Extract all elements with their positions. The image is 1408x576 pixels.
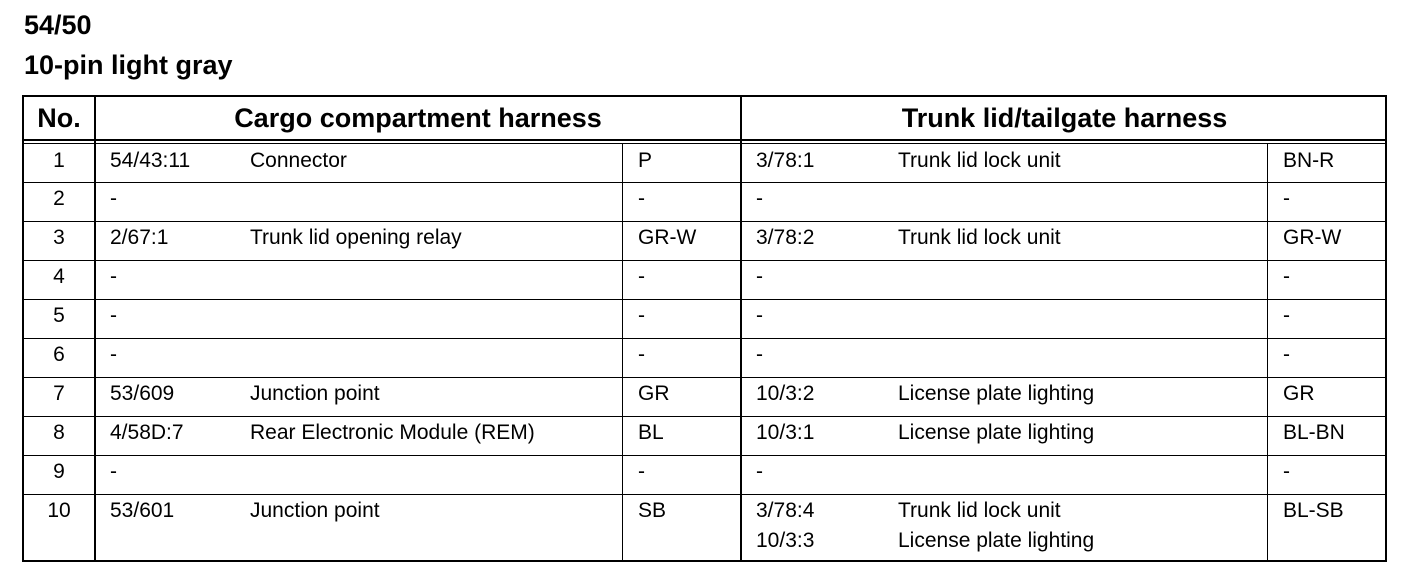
cargo-terminal-code: 2/67:1 — [110, 226, 169, 249]
pin-number: 3 — [53, 226, 65, 249]
trunk-wire-color: BN-R — [1283, 149, 1335, 172]
cargo-terminal-code: 4/58D:7 — [110, 421, 184, 444]
connector-description: 10-pin light gray — [24, 50, 233, 80]
trunk-wire-color: BL-BN — [1283, 421, 1345, 444]
table-row — [24, 144, 1385, 182]
header-cargo-harness: Cargo compartment harness — [234, 103, 602, 133]
row-divider — [24, 299, 1385, 300]
row-divider — [24, 416, 1385, 417]
pin-number: 10 — [47, 499, 71, 522]
cargo-component-name: Trunk lid opening relay — [250, 226, 462, 249]
cargo-component-name: Junction point — [250, 499, 380, 522]
trunk-terminal-code: - — [756, 304, 763, 327]
cargo-wire-color: - — [638, 304, 645, 327]
trunk-wire-color: - — [1283, 265, 1290, 288]
cargo-component-name: Junction point — [250, 382, 380, 405]
header-divider — [24, 139, 1385, 141]
cargo-wire-color: P — [638, 149, 653, 172]
table-row — [24, 338, 1385, 377]
row-divider — [24, 260, 1385, 261]
trunk-terminal-code: 10/3:2 — [756, 382, 815, 405]
trunk-wire-color: - — [1283, 187, 1290, 210]
trunk-component-name: License plate lighting — [898, 421, 1095, 444]
cargo-terminal-code: 54/43:11 — [110, 149, 191, 172]
pinout-table — [22, 95, 1387, 562]
cargo-wire-color: - — [638, 343, 645, 366]
pin-number: 7 — [53, 382, 65, 405]
pin-number: 5 — [53, 304, 65, 327]
header-no: No. — [37, 103, 81, 133]
table-row — [24, 455, 1385, 494]
cargo-component-name: Connector — [250, 149, 347, 172]
row-divider — [24, 221, 1385, 222]
trunk-terminal-code: 10/3:3 — [756, 529, 815, 552]
connector-id: 54/50 — [24, 10, 92, 40]
trunk-terminal-code: 10/3:1 — [756, 421, 815, 444]
trunk-terminal-code: - — [756, 343, 763, 366]
cargo-terminal-code: - — [110, 265, 117, 288]
table-row — [24, 377, 1385, 416]
table-row — [24, 299, 1385, 338]
cargo-terminal-code: - — [110, 187, 117, 210]
cargo-terminal-code: - — [110, 460, 117, 483]
cargo-component-name: Rear Electronic Module (REM) — [250, 421, 535, 444]
table-row — [24, 221, 1385, 260]
cargo-wire-color: GR-W — [638, 226, 697, 249]
pin-number: 2 — [53, 187, 65, 210]
cargo-wire-color: - — [638, 460, 645, 483]
row-divider — [24, 377, 1385, 378]
table-row — [24, 416, 1385, 455]
cargo-terminal-code: - — [110, 343, 117, 366]
trunk-wire-color: - — [1283, 460, 1290, 483]
pin-number: 1 — [53, 149, 65, 172]
cargo-wire-color: BL — [638, 421, 664, 444]
trunk-component-name: License plate lighting — [898, 529, 1095, 552]
trunk-component-name: Trunk lid lock unit — [898, 499, 1061, 522]
pin-number: 4 — [53, 265, 65, 288]
trunk-component-name: Trunk lid lock unit — [898, 149, 1061, 172]
cargo-wire-color: - — [638, 187, 645, 210]
trunk-terminal-code: 3/78:4 — [756, 499, 815, 522]
cargo-terminal-code: 53/609 — [110, 382, 175, 405]
trunk-wire-color: GR — [1283, 382, 1315, 405]
trunk-wire-color: - — [1283, 343, 1290, 366]
row-divider — [24, 455, 1385, 456]
table-row — [24, 494, 1385, 560]
trunk-terminal-code: 3/78:1 — [756, 149, 815, 172]
trunk-wire-color: GR-W — [1283, 226, 1342, 249]
cargo-wire-color: SB — [638, 499, 667, 522]
trunk-component-name: Trunk lid lock unit — [898, 226, 1061, 249]
trunk-terminal-code: - — [756, 187, 763, 210]
trunk-wire-color: - — [1283, 304, 1290, 327]
pin-number: 6 — [53, 343, 65, 366]
trunk-component-name: License plate lighting — [898, 382, 1095, 405]
table-row — [24, 260, 1385, 299]
cargo-wire-color: GR — [638, 382, 670, 405]
trunk-wire-color: BL-SB — [1283, 499, 1344, 522]
table-row — [24, 182, 1385, 221]
trunk-terminal-code: - — [756, 460, 763, 483]
row-divider — [24, 494, 1385, 495]
cargo-terminal-code: - — [110, 304, 117, 327]
cargo-wire-color: - — [638, 265, 645, 288]
header-trunk-harness: Trunk lid/tailgate harness — [901, 103, 1228, 133]
trunk-terminal-code: 3/78:2 — [756, 226, 815, 249]
row-divider — [24, 338, 1385, 339]
pin-number: 8 — [53, 421, 65, 444]
pin-number: 9 — [53, 460, 65, 483]
cargo-terminal-code: 53/601 — [110, 499, 175, 522]
row-divider — [24, 182, 1385, 183]
trunk-terminal-code: - — [756, 265, 763, 288]
